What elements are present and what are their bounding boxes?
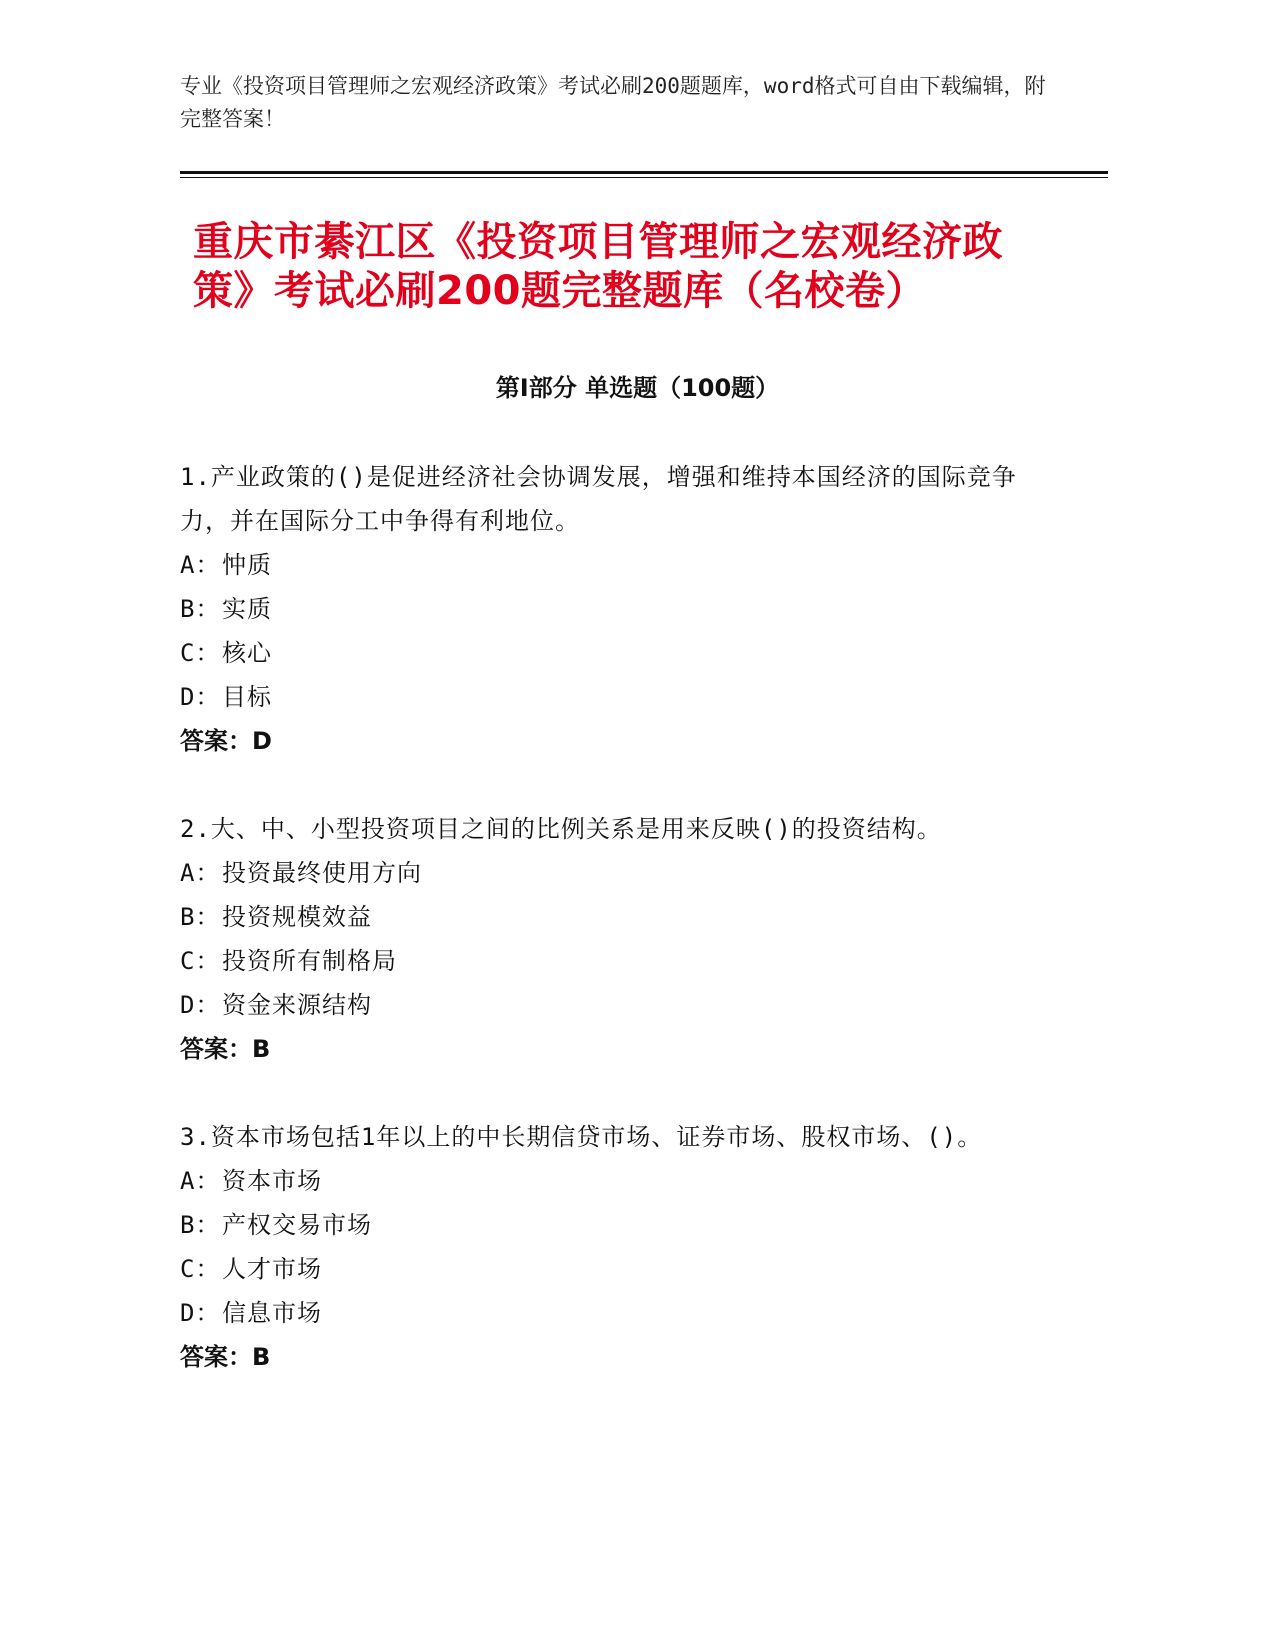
option-key: D：	[180, 683, 221, 711]
option-a	[180, 543, 1020, 587]
section-title: 第I部分 单选题（100题）	[495, 374, 780, 402]
option-text: 产权交易市场	[222, 1211, 372, 1239]
option-key: A：	[180, 551, 221, 579]
question-3	[180, 1115, 1020, 1379]
option-text: 资金来源结构	[222, 991, 372, 1019]
header-rule-thin	[180, 177, 1108, 178]
option-b	[180, 895, 1020, 939]
option-key: C：	[180, 639, 221, 667]
option-c	[180, 939, 1020, 983]
header-note: 专业《投资项目管理师之宏观经济政策》考试必刷200题题库，word格式可自由下载编辑，附完整答案！	[180, 74, 1046, 131]
option-key: B：	[180, 595, 221, 623]
option-c	[180, 1247, 1020, 1291]
option-c	[180, 631, 1020, 675]
option-key: A：	[180, 859, 221, 887]
option-key: D：	[180, 991, 221, 1019]
option-text: 人才市场	[222, 1255, 322, 1283]
option-text: 忡质	[222, 551, 272, 579]
question-stem: 2.大、中、小型投资项目之间的比例关系是用来反映()的投资结构。	[180, 815, 942, 843]
question-stem: 3.资本市场包括1年以上的中长期信贷市场、证券市场、股权市场、()。	[180, 1123, 983, 1151]
option-text: 目标	[222, 683, 272, 711]
question-2	[180, 807, 1020, 1071]
question-stem: 1.产业政策的()是促进经济社会协调发展，增强和维持本国经济的国际竞争力，并在国际分工中争得有利地位。	[180, 463, 1017, 535]
question-spacer	[180, 763, 1020, 807]
answer: 答案：B	[180, 1343, 271, 1371]
option-a	[180, 1159, 1020, 1203]
header-rule-thick	[180, 171, 1108, 174]
option-key: B：	[180, 1211, 221, 1239]
option-key: B：	[180, 903, 221, 931]
question-spacer	[180, 1071, 1020, 1115]
question-list	[180, 455, 1020, 1379]
option-b	[180, 587, 1020, 631]
option-text: 资本市场	[222, 1167, 322, 1195]
option-a	[180, 851, 1020, 895]
option-text: 核心	[222, 639, 272, 667]
option-key: D：	[180, 1299, 221, 1327]
option-text: 投资最终使用方向	[222, 859, 422, 887]
document-title: 重庆市綦江区《投资项目管理师之宏观经济政策》考试必刷200题完整题库（名校卷）	[193, 219, 1003, 314]
option-text: 投资所有制格局	[222, 947, 397, 975]
option-d	[180, 1291, 1020, 1335]
answer: 答案：B	[180, 1035, 271, 1063]
option-key: C：	[180, 947, 221, 975]
question-1	[180, 455, 1020, 763]
option-key: C：	[180, 1255, 221, 1283]
option-b	[180, 1203, 1020, 1247]
option-text: 实质	[222, 595, 272, 623]
option-text: 信息市场	[222, 1299, 322, 1327]
option-text: 投资规模效益	[222, 903, 372, 931]
option-key: A：	[180, 1167, 221, 1195]
option-d	[180, 983, 1020, 1027]
option-d	[180, 675, 1020, 719]
answer: 答案：D	[180, 727, 272, 755]
